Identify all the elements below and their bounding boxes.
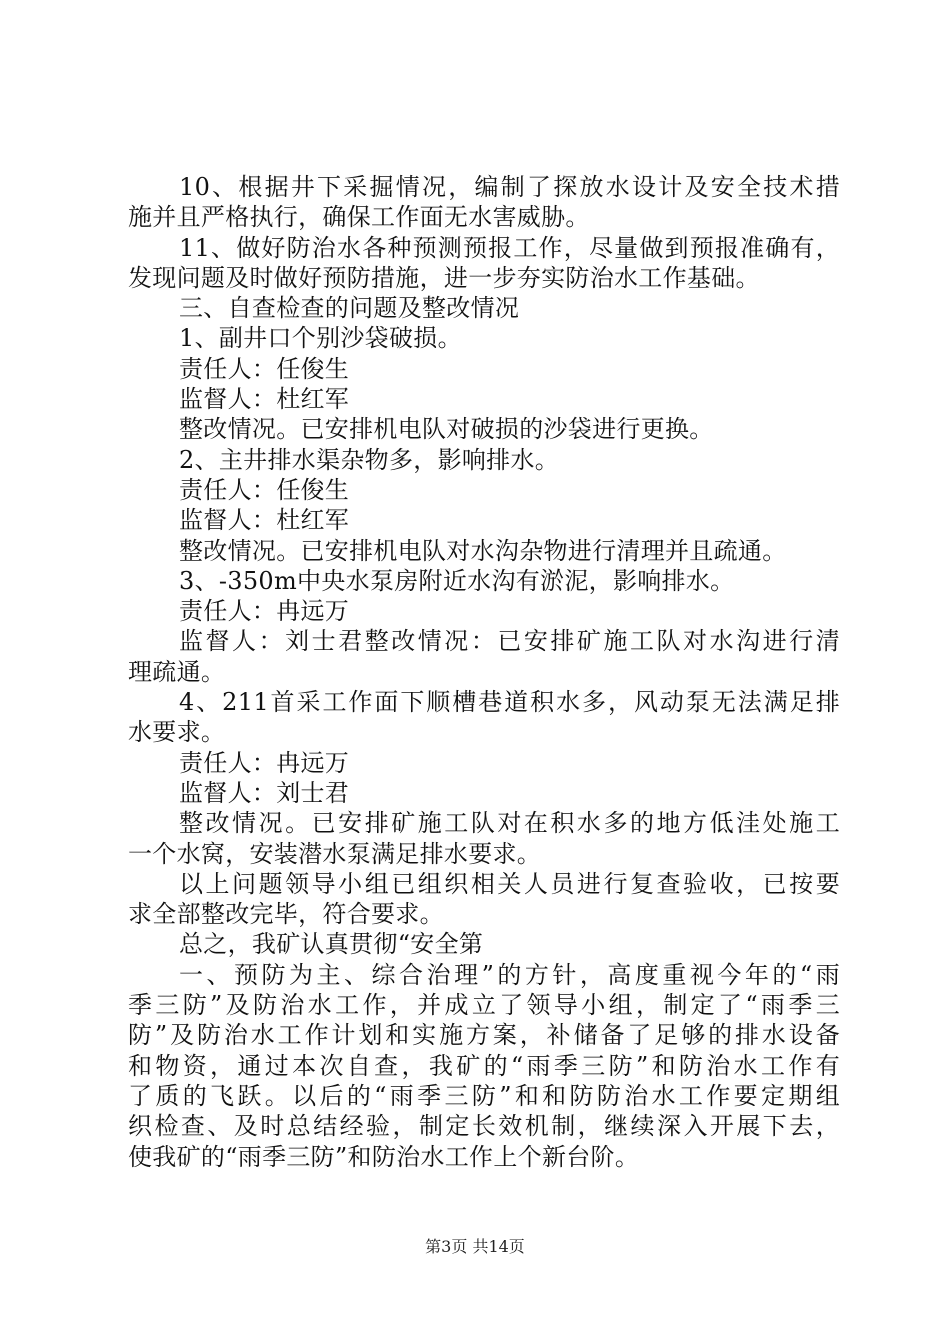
text-line: 2、主井排水渠杂物多，影响排水。	[179, 445, 560, 474]
text-line: 总之，我矿认真贯彻“安全第	[179, 930, 484, 959]
page-footer: 第3页 共14页	[425, 1237, 525, 1256]
text-line: 织检查、及时总结经验，制定长效机制，继续深入开展下去，	[128, 1112, 840, 1141]
text-line: 1、副井口个别沙袋破损。	[179, 324, 462, 353]
text-line: 整改情况。已安排机电队对水沟杂物进行清理并且疏通。	[179, 536, 787, 565]
text-line: 责任人：冉远万	[179, 597, 350, 626]
text-line: 责任人：冉远万	[179, 748, 350, 777]
text-line: 水要求。	[128, 718, 226, 747]
text-line: 11、做好防治水各种预测预报工作，尽量做到预报准确有，	[179, 233, 840, 262]
text-line: 使我矿的“雨季三防”和防治水工作上个新台阶。	[128, 1142, 640, 1171]
text-line: 整改情况。已安排矿施工队对在积水多的地方低洼处施工	[179, 809, 840, 838]
text-line: 4、211首采工作面下顺槽巷道积水多，风动泵无法满足排	[179, 688, 840, 717]
text-line: 监督人：杜红军	[179, 506, 350, 535]
text-line: 发现问题及时做好预防措施，进一步夯实防治水工作基础。	[128, 263, 760, 292]
text-line: 一个水窝，安装潜水泵满足排水要求。	[128, 839, 542, 868]
text-line: 理疏通。	[128, 657, 226, 686]
text-line: 一、预防为主、综合治理”的方针，高度重视今年的“雨	[179, 960, 840, 989]
text-line: 责任人：任俊生	[179, 475, 350, 504]
text-line: 三、自查检查的问题及整改情况	[179, 294, 520, 323]
text-line: 防”及防治水工作计划和实施方案，补储备了足够的排水设备	[128, 1021, 840, 1050]
text-line: 施并且严格执行，确保工作面无水害威胁。	[128, 203, 590, 232]
text-line: 10、根据井下采掘情况，编制了探放水设计及安全技术措	[179, 173, 840, 201]
text-line: 和物资，通过本次自查，我矿的“雨季三防”和防治水工作有	[128, 1051, 840, 1080]
text-line: 监督人：刘士君	[179, 778, 350, 807]
text-line: 责任人：任俊生	[179, 354, 350, 383]
text-line: 3、-350m中央水泵房附近水沟有淤泥，影响排水。	[179, 566, 735, 595]
document-body	[128, 172, 840, 1172]
text-line: 以上问题领导小组已组织相关人员进行复查验收，已按要	[179, 869, 840, 898]
text-line: 整改情况。已安排机电队对破损的沙袋进行更换。	[179, 415, 714, 444]
text-line: 监督人：刘士君整改情况：已安排矿施工队对水沟进行清	[179, 627, 840, 656]
text-line: 监督人：杜红军	[179, 385, 350, 414]
text-line: 季三防”及防治水工作，并成立了领导小组，制定了“雨季三	[128, 991, 840, 1020]
text-line: 了质的飞跃。以后的“雨季三防”和和防防治水工作要定期组	[128, 1081, 840, 1110]
text-line: 求全部整改完毕，符合要求。	[128, 900, 444, 929]
